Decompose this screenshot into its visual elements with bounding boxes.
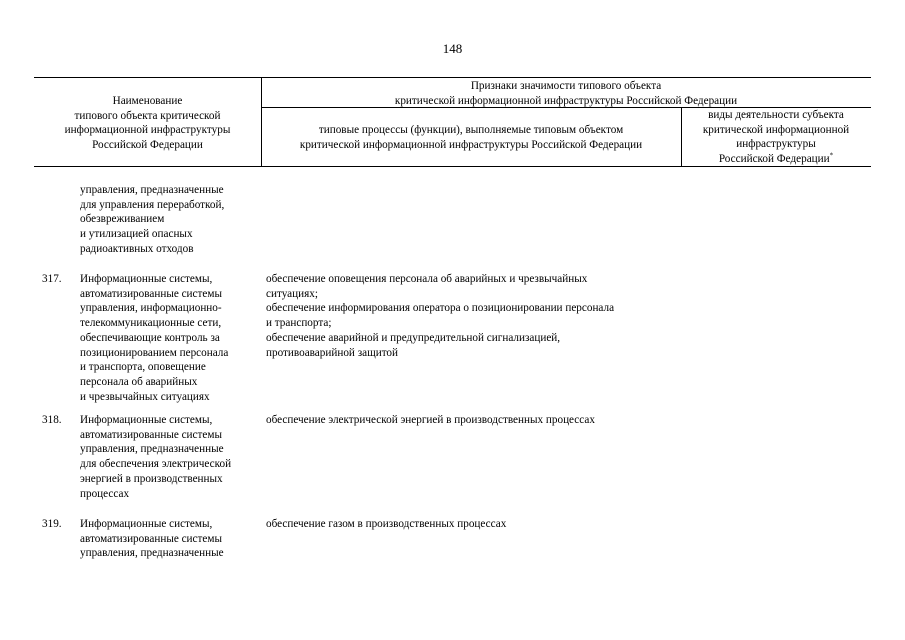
row-318-number: 318. xyxy=(42,414,62,426)
row-318-name: Информационные системы, автоматизированные системы управления, предназначенные для обеспечения электрической энергией в производственных процессах xyxy=(80,414,232,500)
header-activities-column xyxy=(681,108,871,167)
table-top-rule xyxy=(34,77,871,78)
row-317-name: Информационные системы, автоматизированные системы управления, информационно- телекоммуникационные сети, обеспечивающие контроль за позиционированием персонала и транспорта, оповещение персонала об аварийных и чрезвычайных ситуациях xyxy=(80,273,229,403)
row-317-processes: обеспечение оповещения персонала об аварийных и чрезвычайных ситуациях; обеспечение информирования оператора о позиционировании персонала и транспорта; обеспечение аварийной и предупредительной сигнализацией, противоаварийной защитой xyxy=(266,273,615,359)
row-317-number: 317. xyxy=(42,273,62,285)
header-signs-column: Признаки значимости типового объекта критической информационной инфраструктуры Российской Федерации xyxy=(394,80,738,107)
row-319-number: 319. xyxy=(42,518,62,530)
header-name-column: Наименование типового объекта критической информационной инфраструктуры Российской Федерации xyxy=(64,95,231,152)
row-319-name: Информационные системы, автоматизированные системы управления, предназначенные xyxy=(80,518,224,560)
header-processes-column: типовые процессы (функции), выполняемые типовым объектом критической информационной инфраструктуры Российской Федерации xyxy=(299,124,643,151)
row-319-processes: обеспечение газом в производственных процессах xyxy=(266,518,507,530)
page-number: 148 xyxy=(442,41,463,56)
header-activities-text: виды деятельности субъекта критической информационной инфраструктуры Российской Федерации xyxy=(702,109,850,166)
row-continuation-name: управления, предназначенные для управления переработкой, обезвреживанием и утилизацией опасных радиоактивных отходов xyxy=(80,184,225,255)
header-activities-footnote: * xyxy=(829,151,834,160)
row-318-processes: обеспечение электрической энергией в производственных процессах xyxy=(266,414,595,426)
